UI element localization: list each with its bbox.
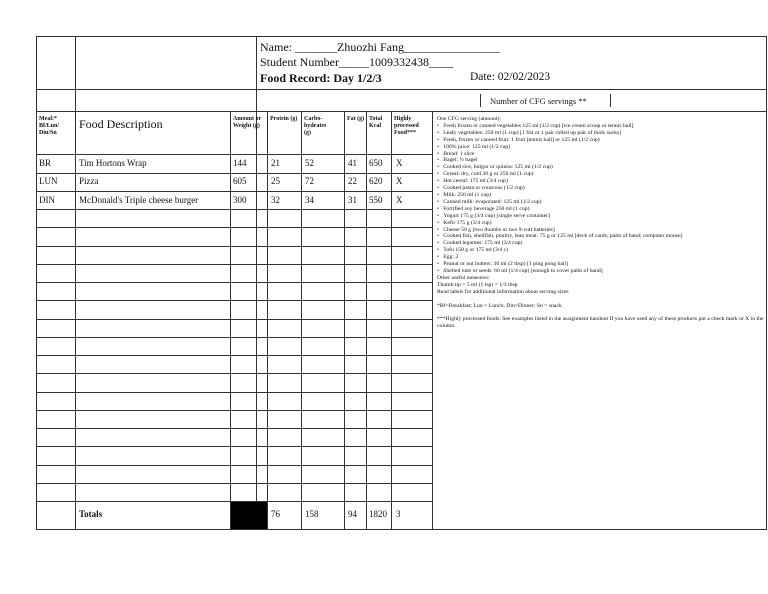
row-line xyxy=(36,410,433,411)
table-border-top xyxy=(36,36,767,37)
row-line xyxy=(36,373,433,374)
totals-fat: 94 xyxy=(348,509,357,519)
processed-cell: X xyxy=(396,195,403,205)
table-border-left xyxy=(36,36,37,530)
row-line xyxy=(36,246,433,247)
name-field: Name: _______Zhuozhi Fang________________ xyxy=(260,40,500,54)
meal-cell: DIN xyxy=(39,195,55,205)
totals-processed: 3 xyxy=(396,509,401,519)
meal-cell: LUN xyxy=(39,176,58,186)
col-header-amount: Amount or Weight (g) xyxy=(233,116,262,129)
row-line xyxy=(36,227,433,228)
row-line xyxy=(36,355,433,356)
food-cell: Pizza xyxy=(79,176,99,186)
student-number-field: Student Number_____1009332438____ xyxy=(260,55,453,69)
amount-cell: 144 xyxy=(233,158,247,168)
row-line xyxy=(36,209,433,210)
totals-amount-blackout xyxy=(231,502,267,529)
guide-item: • Yogurt 175 g (3/4 cup) [single serve container] xyxy=(437,212,550,219)
carb-cell: 72 xyxy=(305,176,314,186)
other-measures-title: Other useful measures: xyxy=(437,274,490,281)
totals-kcal: 1820 xyxy=(369,509,387,519)
row-line xyxy=(36,264,433,265)
guide-item: • Tofu 150 g or 175 ml (3/4 c) xyxy=(437,247,509,254)
guide-item: • Bread: 1 slice xyxy=(437,150,475,157)
totals-carb: 158 xyxy=(305,509,319,519)
guide-item: • Cheese 50 g [two thumbs or two 9-volt batteries] xyxy=(437,226,555,233)
totals-protein: 76 xyxy=(271,509,280,519)
guide-item: • Cooked fish, shellfish, poultry, lean meat: 75 g or 125 ml [deck of cards; palm of hand; computer mouse] xyxy=(437,233,683,240)
row-line xyxy=(36,154,433,155)
table-border-bottom xyxy=(36,529,767,530)
protein-cell: 21 xyxy=(271,158,280,168)
row-line xyxy=(36,282,433,283)
guide-item: • Hot cereal: 175 ml (3/4 cup) xyxy=(437,178,508,185)
kcal-cell: 650 xyxy=(369,158,383,168)
guide-item: • Canned milk: evaporated: 125 ml (1/2 cup) xyxy=(437,198,542,205)
kcal-cell: 620 xyxy=(369,176,383,186)
guide-item: • Fresh frozen or canned vegetables 125 ml (1/2 cup) [ice cream scoop or tennis ball] xyxy=(437,122,634,129)
col-header-kcal: Total Kcal xyxy=(369,116,383,129)
guide-item: • Cooked rice, bulgur or quinoa: 125 ml (1/2 cup) xyxy=(437,164,553,171)
col-line-food xyxy=(256,36,257,530)
protein-cell: 25 xyxy=(271,176,280,186)
record-date: Date: 02/02/2023 xyxy=(470,71,551,83)
guide-title: One CFG serving (amount): xyxy=(437,116,501,122)
col-header-food: Food Description xyxy=(79,117,163,131)
row-line xyxy=(36,428,433,429)
col-line-meal xyxy=(75,36,76,530)
row-line xyxy=(36,319,433,320)
carb-cell: 34 xyxy=(305,195,314,205)
protein-cell: 32 xyxy=(271,195,280,205)
fat-cell: 41 xyxy=(348,158,357,168)
cfg-bar-left xyxy=(480,94,481,107)
amount-cell: 300 xyxy=(233,195,247,205)
kcal-cell: 550 xyxy=(369,195,383,205)
guide-item: • Cooked pasta or couscous (1/2 cup) xyxy=(437,185,525,192)
carb-cell: 52 xyxy=(305,158,314,168)
totals-label: Totals xyxy=(79,509,103,519)
row-line xyxy=(36,446,433,447)
col-header-fat: Fat (g) xyxy=(347,116,365,122)
row-line xyxy=(36,337,433,338)
record-title: Food Record: Day 1/2/3 xyxy=(260,71,382,85)
cfg-divider xyxy=(36,111,767,112)
guide-item: • 100% juice: 125 ml (1/2 cup) xyxy=(437,143,511,150)
processed-note: ***Highly processed foods: See examples listed in the assignment handout If you have used any of these products put a check mark or X in the column. xyxy=(437,316,764,330)
col-header-processed: Highly processed Food*** xyxy=(394,116,419,136)
guide-list xyxy=(437,123,767,275)
guide-item: • Leafy vegetables: 250 ml (1 cup) [1 fist or 1 pair rolled up pair of thick socks] xyxy=(437,129,622,136)
guide-item: • Cereal: dry, cold 30 g or 250 ml (1 cup) xyxy=(437,171,534,178)
guide-item: • Fresh, frozen or canned fruit: 1 fruit [tennis ball] or 125 ml (1/2 cup) xyxy=(437,136,600,143)
guide-item: • Egg: 2 xyxy=(437,254,459,261)
row-line xyxy=(36,173,433,174)
cfg-servings-label: Number of CFG servings ** xyxy=(490,96,587,106)
guide-item: • Cooked legumes: 175 ml (3/4 cup) xyxy=(437,240,523,247)
amount-cell: 605 xyxy=(233,176,247,186)
col-header-meal: Meal:* Bf/Lun/ Din/Sn xyxy=(39,116,60,136)
header-divider xyxy=(36,89,767,90)
meal-cell: BR xyxy=(39,158,52,168)
processed-cell: X xyxy=(396,176,403,186)
guide-item: • Milk: 250 ml (1 cup) xyxy=(437,191,491,198)
meal-key-note: *Bf=Breakfast; Lun = Lunch; Din=Dinner; Sn = snack xyxy=(437,302,562,309)
food-cell: Tim Hortons Wrap xyxy=(79,158,147,168)
col-header-protein: Protein (g) xyxy=(270,116,298,122)
processed-cell: X xyxy=(396,158,403,168)
guide-item: • Peanut or nut butters: 30 ml (2 tbsp) [1 ping pong ball] xyxy=(437,261,568,268)
fat-cell: 22 xyxy=(348,176,357,186)
guide-item: • Fortified soy beverage 250 ml (1 cup) xyxy=(437,205,530,212)
row-line xyxy=(36,300,433,301)
labels-note: Read labels for additional information about serving sizes xyxy=(437,288,569,295)
cfg-guide-panel xyxy=(437,116,767,330)
guide-item: • Kefir 175 g (3/4 cup) xyxy=(437,219,492,226)
guide-item: • Bagel: ½ bagel xyxy=(437,157,478,164)
other-measure-thumb: Thumb tip = 5 ml (1 tsp) = 1/3 tbsp xyxy=(437,281,518,288)
row-line xyxy=(36,191,433,192)
food-cell: McDonald's Triple cheese burger xyxy=(79,195,199,205)
col-header-carb: Carbo-hydrates (g) xyxy=(304,116,327,136)
cfg-bar-right xyxy=(610,94,611,107)
row-line xyxy=(36,392,433,393)
row-line xyxy=(36,483,433,484)
guide-item: • Shelled nuts or seeds: 60 ml (1/4 cup) [enough to cover palm of hand] xyxy=(437,267,603,274)
fat-cell: 31 xyxy=(348,195,357,205)
row-line xyxy=(36,465,433,466)
